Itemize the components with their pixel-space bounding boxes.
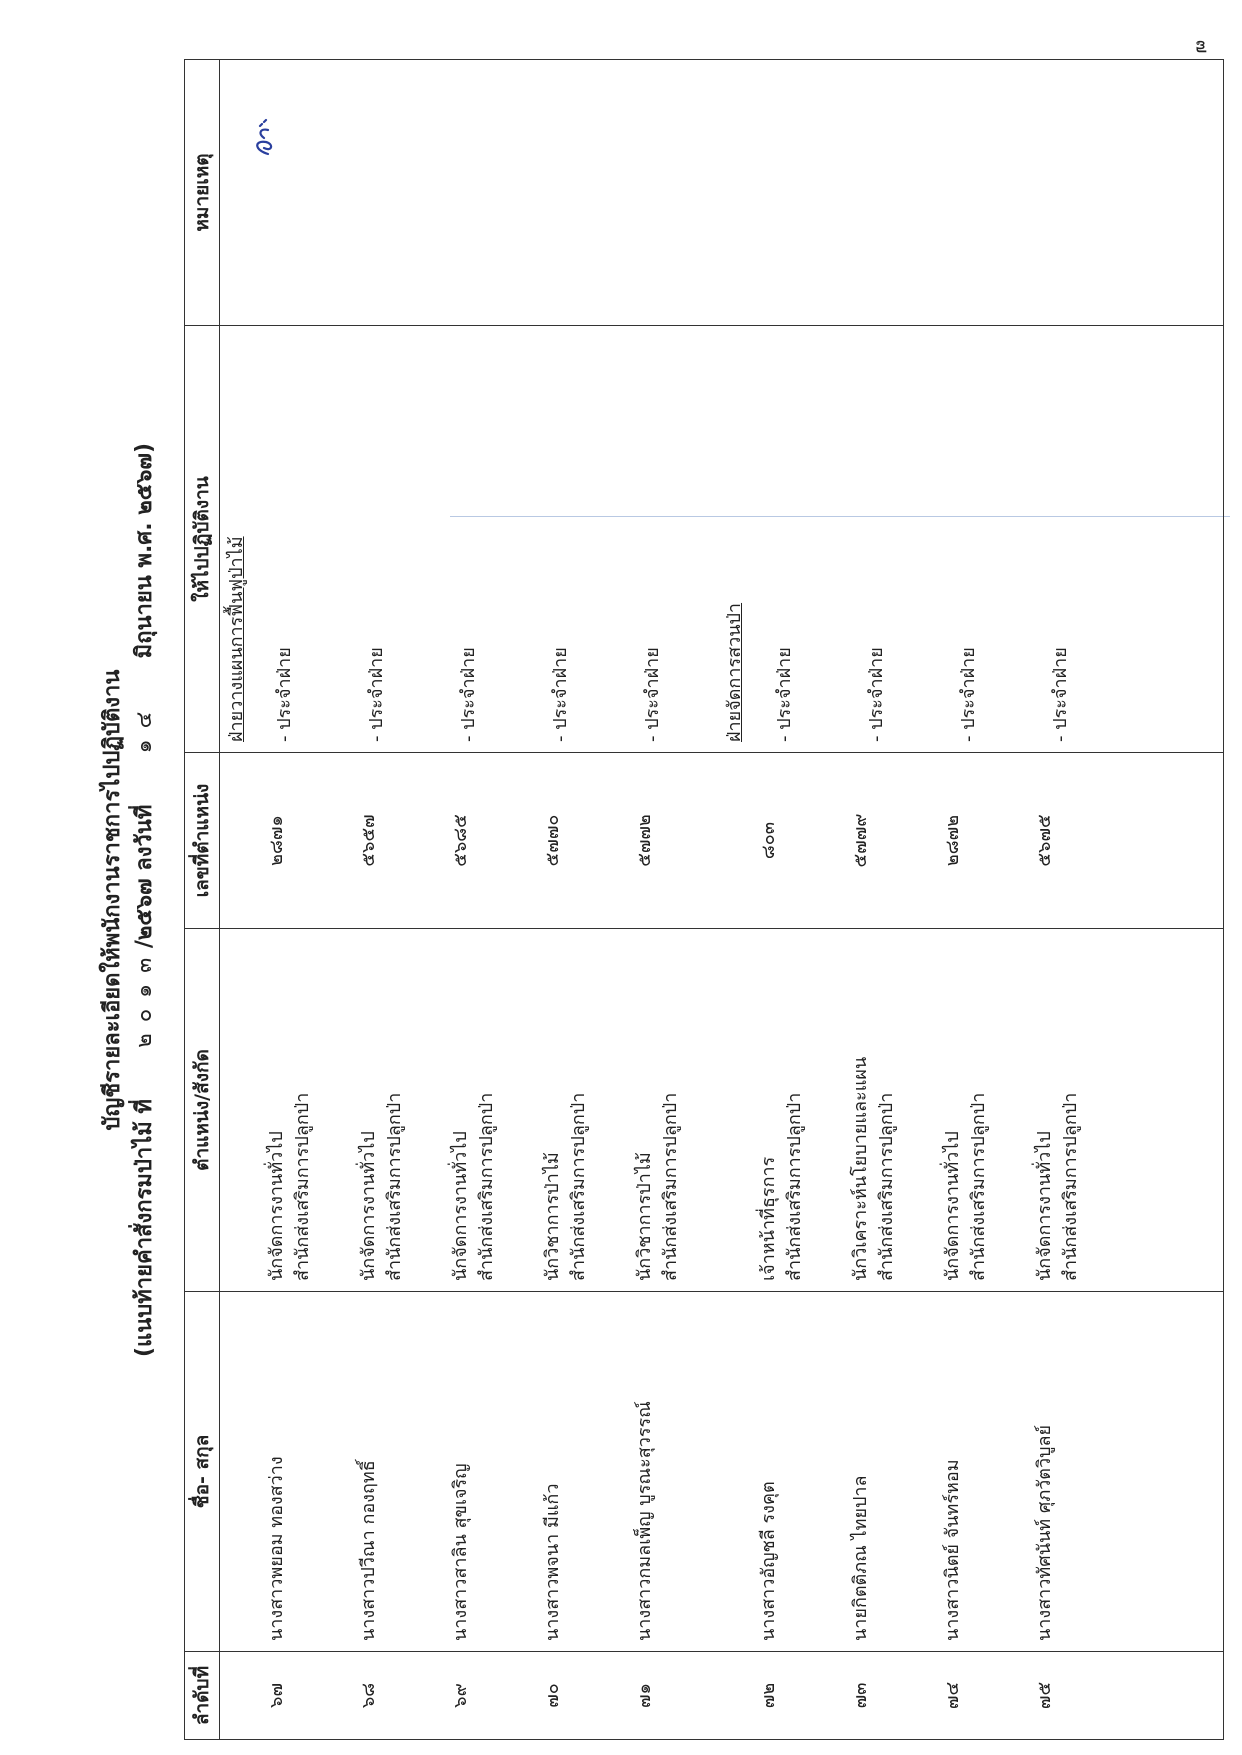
position-title: นักวิชาการป่าไม้ xyxy=(634,1152,655,1281)
cell-position xyxy=(926,929,1018,1291)
position-title: นักจัดการงานทั่วไป xyxy=(1034,1131,1055,1281)
position-office: สำนักส่งเสริมการปลูกป่า xyxy=(876,1092,898,1281)
position-title: นักจัดการงานทั่วไป xyxy=(266,1131,287,1281)
cell-name: นางสาวอัญชลี รงคุต xyxy=(758,1481,779,1641)
cell-assignment: - ประจำฝ่าย xyxy=(958,647,979,742)
document-title: บัญชีรายละเอียดให้พนักงานราชการไปปฏิบัติงาน xyxy=(100,669,125,1131)
cell-assignment: - ประจำฝ่าย xyxy=(642,647,663,742)
column-remark xyxy=(220,60,1224,326)
column-name xyxy=(220,1292,1224,1652)
position-office: สำนักส่งเสริมการปลูกป่า xyxy=(384,1092,406,1281)
cell-no: ๖๙ xyxy=(450,1683,471,1708)
position-title: เจ้าหน้าที่ธุรการ xyxy=(758,1156,779,1281)
position-title: นักวิชาการป่าไม้ xyxy=(542,1152,563,1281)
cell-name: นางสาวทัศนันท์ ศุภวัตวิบูลย์ xyxy=(1034,1424,1055,1641)
cell-no: ๖๘ xyxy=(358,1682,379,1709)
cell-position-number: ๕๖๘๕ xyxy=(450,814,471,867)
column-no xyxy=(220,1652,1224,1740)
cell-position xyxy=(834,929,926,1291)
cell-name: นางสาวปวีณา กองฤทธิ์ xyxy=(358,1460,379,1641)
cell-no: ๗๔ xyxy=(942,1681,963,1710)
position-office: สำนักส่งเสริมการปลูกป่า xyxy=(1060,1092,1082,1281)
cell-position xyxy=(342,929,434,1291)
position-title: นักจัดการงานทั่วไป xyxy=(942,1131,963,1281)
position-office: สำนักส่งเสริมการปลูกป่า xyxy=(784,1092,806,1281)
subtitle-prefix: (แนบท้ายคำสั่งกรมป่าไม้ ที่ xyxy=(132,1099,157,1357)
section-heading-plantation-management: ฝ่ายจัดการสวนป่า xyxy=(724,602,745,742)
cell-name: นางสาวสาลิน สุขเจริญ xyxy=(450,1463,471,1641)
cell-position xyxy=(618,929,710,1291)
subtitle-suffix: มิถุนายน พ.ศ. ๒๕๖๗) xyxy=(132,443,157,659)
column-assignment xyxy=(220,326,1224,753)
position-office: สำนักส่งเสริมการปลูกป่า xyxy=(660,1092,682,1281)
column-position xyxy=(220,929,1224,1292)
document-sheet xyxy=(100,60,1224,1740)
cell-no: ๗๒ xyxy=(758,1682,779,1709)
cell-position-number: ๒๘๗๒ xyxy=(942,814,963,867)
cell-position-number: ๕๖๕๗ xyxy=(358,814,379,867)
assignment-table xyxy=(184,59,1224,1740)
section-heading-forest-restoration-planning: ฝ่ายวางแผนการฟื้นฟูป่าไม้ xyxy=(226,536,247,742)
cell-position-number: ๒๘๗๑ xyxy=(266,815,287,866)
cell-assignment: - ประจำฝ่าย xyxy=(274,647,295,742)
cell-name: นายกิตติภณ ไทยปาล xyxy=(850,1475,871,1641)
position-title: นักวิเคราะห์นโยบายและแผน xyxy=(850,1056,871,1281)
signature-initial-mark xyxy=(250,118,276,158)
column-header-assignment: ให้ไปปฏิบัติงาน xyxy=(185,326,220,753)
cell-assignment: - ประจำฝ่าย xyxy=(550,647,571,742)
cell-assignment: - ประจำฝ่าย xyxy=(774,647,795,742)
order-number: ๒ ๐ ๑ ๓ xyxy=(132,955,157,1048)
cell-no: ๗๕ xyxy=(1034,1681,1055,1710)
column-header-no: ลำดับที่ xyxy=(185,1652,220,1740)
column-header-position-number: เลขที่ตำแหน่ง xyxy=(185,753,220,929)
cell-position-number: ๘๐๓ xyxy=(758,821,779,860)
cell-no: ๗๑ xyxy=(634,1683,655,1708)
cell-no: ๗๓ xyxy=(850,1682,871,1709)
cell-name: นางสาวพยอม ทองสว่าง xyxy=(266,1456,287,1641)
subtitle-mid: /๒๕๖๗ ลงวันที่ xyxy=(132,804,157,949)
column-position-number xyxy=(220,753,1224,929)
cell-no: ๗๐ xyxy=(542,1683,563,1708)
cell-no: ๖๗ xyxy=(266,1683,287,1708)
page-number: ๗ xyxy=(1191,39,1213,54)
cell-position-number: ๕๗๗๙ xyxy=(850,813,871,868)
position-office: สำนักส่งเสริมการปลูกป่า xyxy=(476,1092,498,1281)
cell-position xyxy=(250,929,342,1291)
order-day: ๑ ๔ xyxy=(132,709,157,754)
cell-position-number: ๕๗๗๒ xyxy=(634,814,655,867)
cell-assignment: - ประจำฝ่าย xyxy=(366,647,387,742)
position-office: สำนักส่งเสริมการปลูกป่า xyxy=(968,1092,990,1281)
cell-assignment: - ประจำฝ่าย xyxy=(866,647,887,742)
cell-position-number: ๕๖๗๕ xyxy=(1034,814,1055,867)
table-body xyxy=(220,60,1224,1740)
cell-assignment: - ประจำฝ่าย xyxy=(458,647,479,742)
cell-position xyxy=(526,929,618,1291)
table-header-row xyxy=(185,60,220,1740)
document-subtitle xyxy=(126,60,161,1740)
cell-name: นางสาวพจนา มีแก้ว xyxy=(542,1483,563,1641)
cell-position xyxy=(742,929,834,1291)
position-office: สำนักส่งเสริมการปลูกป่า xyxy=(292,1092,314,1281)
column-header-position: ตำแหน่ง/สังกัด xyxy=(185,929,220,1292)
column-header-remark: หมายเหตุ xyxy=(185,60,220,326)
cell-position xyxy=(1018,929,1110,1291)
cell-position xyxy=(434,929,526,1291)
position-title: นักจัดการงานทั่วไป xyxy=(358,1131,379,1281)
position-title: นักจัดการงานทั่วไป xyxy=(450,1131,471,1281)
cell-assignment: - ประจำฝ่าย xyxy=(1050,647,1071,742)
position-office: สำนักส่งเสริมการปลูกป่า xyxy=(568,1092,590,1281)
cell-name: นางสาวนิตย์ จันทร์หอม xyxy=(942,1459,963,1641)
cell-position-number: ๕๗๗๐ xyxy=(542,814,563,867)
cell-name: นางสาวกมลเพ็ญ บูรณะสุวรรณ์ xyxy=(634,1401,655,1641)
column-header-name: ชื่อ- สกุล xyxy=(185,1292,220,1652)
